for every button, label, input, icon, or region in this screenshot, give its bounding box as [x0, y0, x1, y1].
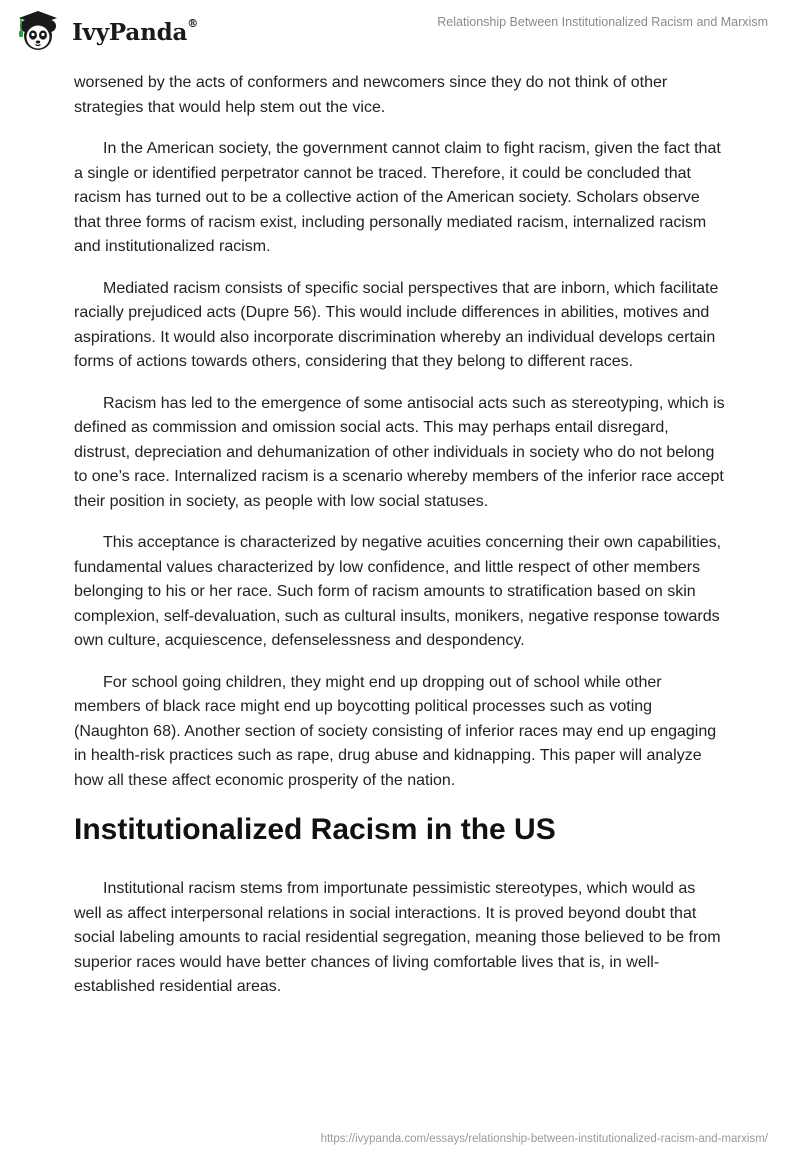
paragraph: Institutional racism stems from importunate pessimistic stereotypes, which would as well as affect interpersonal relations in social interactions. It is proved beyond doubt that social labeling amounts to racial residential segregation, meaning those believed to be from superior races would have better chances of living comfortable lives that is, in well-established residential areas. [74, 880, 721, 995]
brand-text: IvyPanda [72, 18, 188, 46]
ivypanda-logo[interactable] [14, 8, 198, 54]
paragraph: Racism has led to the emergence of some antisocial acts such as stereotyping, which is defined as commission and omission social acts. This may perhaps entail disregard, distrust, depreciation and dehumanization of other individuals in society who do not belong to one’s race. Internalized racism is a scenario whereby members of the inferior race accept their position in society, as people with low social statuses. [74, 394, 725, 510]
paragraph-continued: worsened by the acts of conformers and newcomers since they do not think of other strategies that would help stem out the vice. [74, 74, 668, 116]
section-heading: Institutionalized Racism in the US [74, 813, 556, 846]
paragraph: For school going children, they might end up dropping out of school while other members of black race might end up boycotting political processes such as voting (Naughton 68). Another section of society consisting of inferior races may end up engaging in health-risk practices such as rape, drug abuse and kidnapping. This paper will analyze how all these affect economic prosperity of the nation. [74, 673, 717, 789]
registered-mark: ® [187, 16, 198, 30]
essay-content [74, 71, 726, 1017]
paragraph: This acceptance is characterized by negative acuities concerning their own capabilities, fundamental values characterized by low confidence, and little respect of other members belonging to his or her race. Such form of racism amounts to stratification based on skin complexion, self-devaluation, such as cultural insults, monikers, negative response towards own culture, acquiescence, defenselessness and despondency. [74, 534, 722, 649]
paragraph: In the American society, the government cannot claim to fight racism, given the fact that a single or identified perpetrator cannot be traced. Therefore, it could be concluded that racism has turned out to be a collective action of the American society. Scholars observe that three forms of racism exist, including personally mediated racism, internalized racism and institutionalized racism. [74, 140, 721, 255]
paragraph: Mediated racism consists of specific social perspectives that are inborn, which facilitate racially prejudiced acts (Dupre 56). This would include differences in abilities, motives and aspirations. It would also incorporate discrimination whereby an individual develops certain forms of actions towards others, considering that they belong to different races. [74, 279, 719, 370]
brand-name [72, 16, 198, 46]
source-url[interactable]: https://ivypanda.com/essays/relationship-between-institutionalized-racism-and-marxism/ [320, 1133, 768, 1145]
page-header [0, 0, 800, 64]
panda-graduate-icon [14, 8, 66, 54]
document-title: Relationship Between Institutionalized Racism and Marxism [437, 15, 768, 29]
